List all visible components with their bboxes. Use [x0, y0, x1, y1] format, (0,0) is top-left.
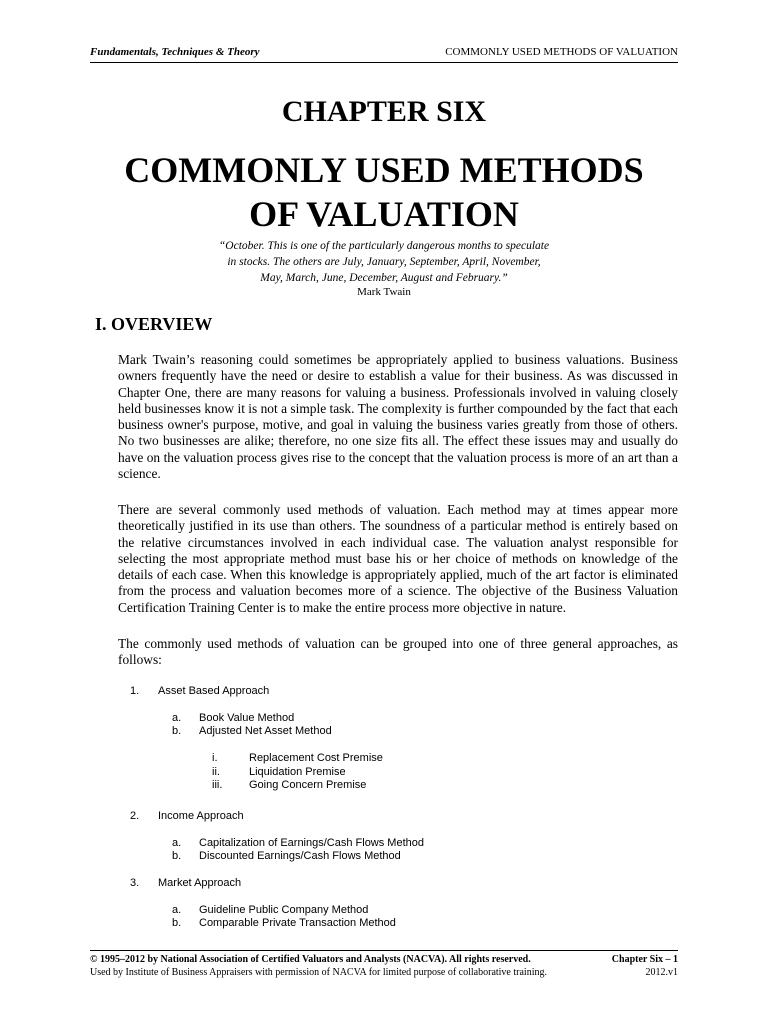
copyright-notice: © 1995–2012 by National Association of Certified Valuators and Analysts (NACVA). All rights reserved. [90, 954, 531, 965]
permission-notice: Used by Institute of Business Appraisers with permission of NACVA for limited purpose of collaborative training. [90, 967, 547, 978]
outline-marker: 1. [130, 685, 140, 697]
outline-item: Adjusted Net Asset Method [199, 725, 332, 737]
header-divider [90, 62, 678, 63]
outline-item: Guideline Public Company Method [199, 904, 369, 916]
chapter-number: CHAPTER SIX [281, 95, 487, 128]
quote-author: Mark Twain [357, 286, 411, 298]
page-number: Chapter Six – 1 [611, 954, 678, 965]
outline-marker: a. [172, 712, 182, 724]
outline-marker: iii. [212, 779, 223, 791]
paragraph-2: There are several commonly used methods of valuation. Each method may at times appear more theoretically justified in its use than others. The soundness of a particular method is entirely based on the relative circumstances involved in each individual case. The valuation analyst responsible for selecting the most appropriate method must base his or her choice of methods on knowledge of the details of each case. When this knowledge is appropriately applied, much of the art factor is eliminated from the process and valuation becomes more of a science. The objective of the Business Valuation Certification Training Center is to make the entire process more objective in nature. [118, 502, 678, 615]
section-heading: I. OVERVIEW [95, 314, 213, 334]
outline-item: Going Concern Premise [249, 779, 367, 791]
outline-marker: i. [212, 752, 218, 764]
outline-marker: b. [172, 725, 182, 737]
outline-marker: a. [172, 837, 182, 849]
outline-item: Market Approach [158, 877, 242, 889]
outline-item: Income Approach [158, 810, 244, 822]
quote-line-3: May, March, June, December, August and February.” [260, 272, 508, 284]
running-header-right: COMMONLY USED METHODS OF VALUATION [445, 46, 678, 58]
outline-marker: 2. [130, 810, 140, 822]
version-label: 2012.v1 [645, 967, 678, 978]
outline-item: Book Value Method [199, 712, 295, 724]
running-header-left: Fundamentals, Techniques & Theory [90, 46, 260, 58]
quote-line-1: “October. This is one of the particularly dangerous months to speculate [218, 240, 550, 252]
footer-page-info [612, 953, 678, 979]
outline-marker: 3. [130, 877, 140, 889]
outline-item: Capitalization of Earnings/Cash Flows Method [199, 837, 425, 849]
quote-line-2: in stocks. The others are July, January, September, April, November, [227, 256, 541, 268]
footer-divider [90, 950, 678, 951]
outline-item: Comparable Private Transaction Method [199, 917, 396, 929]
paragraph-3: The commonly used methods of valuation can be grouped into one of three general approaches, as follows: [118, 636, 678, 668]
outline-item: Asset Based Approach [158, 685, 270, 697]
outline-item: Replacement Cost Premise [249, 752, 383, 764]
footer-notice [90, 953, 547, 979]
outline-marker: ii. [212, 766, 220, 778]
paragraph-1: Mark Twain’s reasoning could sometimes be appropriately applied to business valuations. Business owners frequently have the need or desire to establish a value for their business. As was discussed in Chapter One, there are many reasons for valuing a business. Professionals involved in valuing closely held businesses know it is not a simple task. The complexity is further compounded by the fact that each business owner's purpose, motive, and goal in valuing the business varies greatly from those of others. No two businesses are alike; therefore, no one size fits all. The effect these issues may and usually do have on the valuation process gives rise to the concept that the valuation process is more of an art than a science. [118, 352, 678, 482]
chapter-title-line-2: OF VALUATION [249, 194, 519, 234]
chapter-title [60, 148, 708, 236]
outline-item: Liquidation Premise [249, 766, 346, 778]
outline-marker: b. [172, 917, 182, 929]
outline-marker: b. [172, 850, 182, 862]
outline-marker: a. [172, 904, 182, 916]
outline-item: Discounted Earnings/Cash Flows Method [199, 850, 401, 862]
epigraph-quote [150, 238, 618, 286]
chapter-title-line-1: COMMONLY USED METHODS [124, 150, 644, 190]
